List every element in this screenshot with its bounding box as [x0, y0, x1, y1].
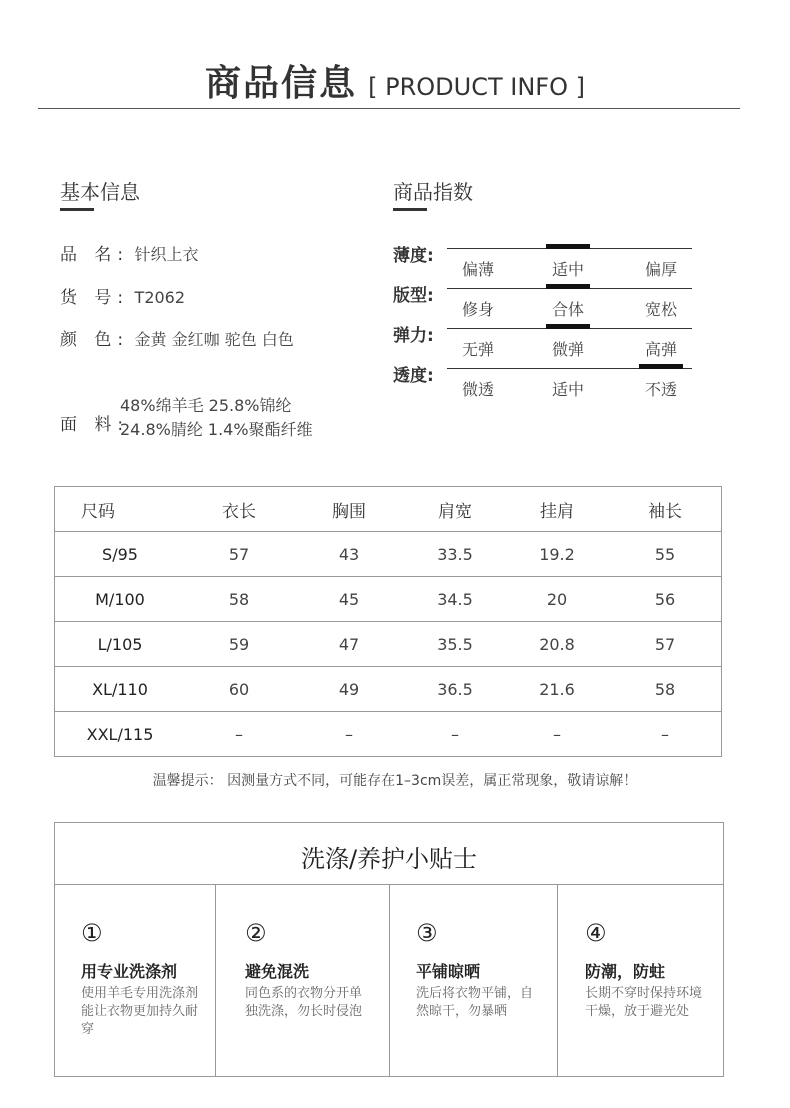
index-row-label: 薄度: — [393, 246, 434, 266]
index-option: 适中 — [551, 380, 584, 399]
table-row — [55, 712, 722, 757]
cell: – — [185, 712, 293, 757]
table-row — [55, 622, 722, 667]
cell: 35.5 — [405, 622, 505, 667]
cell: 58 — [185, 577, 293, 622]
cell: 57 — [185, 532, 293, 577]
title-cn: 商品信息 — [205, 63, 358, 104]
title-en: [ PRODUCT INFO ] — [368, 73, 585, 101]
info-row-color — [60, 325, 294, 350]
cell: – — [293, 712, 405, 757]
header-chest: 胸围 — [332, 501, 366, 522]
cell: 45 — [293, 577, 405, 622]
index-option: 不透 — [644, 380, 677, 399]
care-item-number: ① — [81, 919, 103, 947]
header-shoulder: 肩宽 — [438, 501, 472, 522]
care-column-divider — [557, 885, 558, 1076]
cell: 59 — [185, 622, 293, 667]
cell-size: S/95 — [55, 532, 186, 577]
care-item-text: 使用羊毛专用洗涤剂能让衣物更加持久耐穿 — [81, 986, 199, 1037]
material-line-2: 24.8%腈纶 1.4%聚酯纤维 — [120, 420, 313, 439]
cell: 55 — [609, 532, 722, 577]
cell: 34.5 — [405, 577, 505, 622]
basic-info-heading: 基本信息 — [60, 180, 140, 204]
cell: – — [609, 712, 722, 757]
care-column-divider — [389, 885, 390, 1076]
index-option: 修身 — [461, 300, 494, 319]
info-value: 金黄 金红咖 驼色 白色 — [134, 330, 294, 349]
table-row — [55, 532, 722, 577]
info-row-name — [60, 240, 199, 265]
index-option: 无弹 — [461, 340, 494, 359]
index-selected-marker — [639, 364, 683, 369]
header-size: 尺码 — [81, 501, 115, 522]
index-selected-marker — [546, 244, 590, 249]
table-row — [55, 667, 722, 712]
care-item-heading: 防潮，防蛀 — [585, 962, 666, 981]
cell: 36.5 — [405, 667, 505, 712]
care-item-heading: 平铺晾晒 — [416, 962, 481, 981]
info-row-sku — [60, 283, 185, 308]
measurement-note: 温馨提示： 因测量方式不同，可能存在1–3cm误差，属正常现象，敬请谅解！ — [152, 773, 638, 789]
index-option: 微透 — [461, 380, 494, 399]
index-heading: 商品指数 — [393, 180, 473, 204]
index-row-label: 透度: — [393, 366, 434, 386]
header-length: 衣长 — [222, 501, 256, 522]
care-item-number: ④ — [585, 919, 607, 947]
index-option: 微弹 — [551, 340, 584, 359]
care-item-text: 洗后将衣物平铺，自然晾干，勿暴晒 — [416, 986, 534, 1019]
info-label: 颜 色: — [60, 330, 130, 350]
index-option: 偏薄 — [461, 260, 494, 279]
info-value: 针织上衣 — [134, 245, 199, 264]
index-option: 宽松 — [644, 300, 677, 319]
info-value: T2062 — [134, 288, 186, 307]
care-item-heading: 避免混洗 — [245, 962, 310, 981]
cell: 57 — [609, 622, 722, 667]
care-item-heading: 用专业洗涤剂 — [81, 962, 178, 981]
cell: 20 — [505, 577, 609, 622]
cell: 33.5 — [405, 532, 505, 577]
cell: – — [505, 712, 609, 757]
index-option: 合体 — [551, 300, 584, 319]
index-option: 偏厚 — [644, 260, 677, 279]
care-title: 洗涤/养护小贴士 — [300, 845, 478, 873]
index-row-label: 版型: — [393, 286, 434, 306]
cell: 43 — [293, 532, 405, 577]
material-value — [120, 394, 313, 442]
cell: 58 — [609, 667, 722, 712]
header-sleeve: 袖长 — [648, 501, 682, 522]
material-line-1: 48%绵羊毛 25.8%锦纶 — [120, 396, 292, 415]
index-selected-marker — [546, 324, 590, 329]
index-option: 高弹 — [644, 340, 677, 359]
cell-size: L/105 — [55, 622, 186, 667]
care-item-number: ② — [245, 919, 267, 947]
cell-size: XL/110 — [55, 667, 186, 712]
header-armhole: 挂肩 — [540, 501, 574, 522]
info-label: 货 号: — [60, 288, 130, 308]
cell: 21.6 — [505, 667, 609, 712]
page-title — [0, 55, 790, 106]
size-table — [54, 486, 722, 757]
cell: 56 — [609, 577, 722, 622]
index-row-label: 弹力: — [393, 326, 434, 346]
care-item-text: 同色系的衣物分开单独洗涤，勿长时侵泡 — [245, 986, 363, 1019]
index-underline — [393, 208, 427, 211]
care-item-text: 长期不穿时保持环境干燥，放于避光处 — [585, 986, 703, 1019]
cell: 19.2 — [505, 532, 609, 577]
index-selected-marker — [546, 284, 590, 289]
cell-size: XXL/115 — [55, 712, 186, 757]
info-label: 品 名: — [60, 245, 130, 265]
care-item-number: ③ — [416, 919, 438, 947]
cell: 47 — [293, 622, 405, 667]
material-label: 面 料: — [60, 415, 130, 435]
cell-size: M/100 — [55, 577, 186, 622]
index-option: 适中 — [551, 260, 584, 279]
title-divider — [38, 108, 740, 109]
table-row — [55, 577, 722, 622]
cell: 49 — [293, 667, 405, 712]
cell: 20.8 — [505, 622, 609, 667]
table-header-row — [55, 487, 722, 532]
care-tips-box — [54, 822, 724, 1077]
care-column-divider — [215, 885, 216, 1076]
cell: 60 — [185, 667, 293, 712]
cell: – — [405, 712, 505, 757]
basic-info-underline — [60, 208, 94, 211]
